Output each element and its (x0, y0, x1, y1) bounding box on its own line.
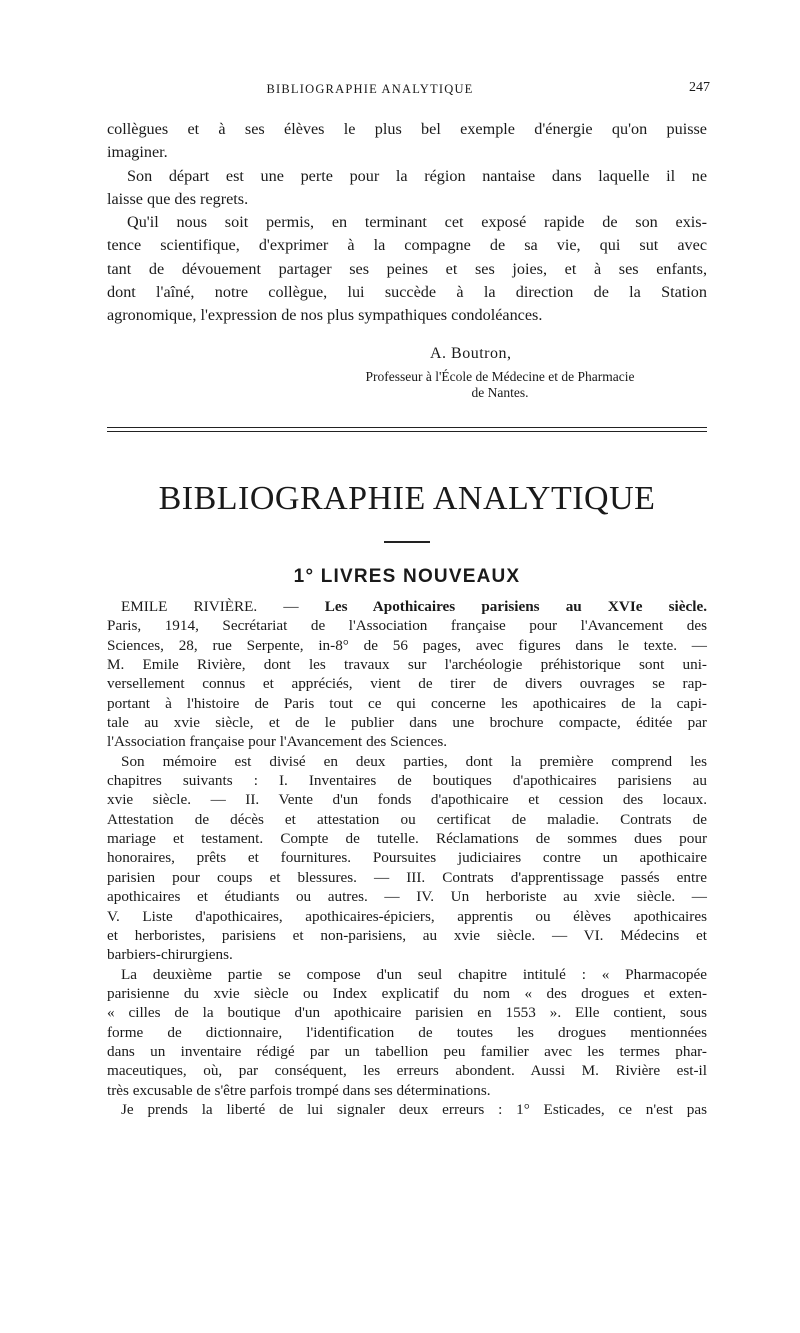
text-line: M. Emile Rivière, dont les travaux sur l'archéologie préhistorique sont uni- (107, 656, 707, 674)
running-title: BIBLIOGRAPHIE ANALYTIQUE (266, 82, 474, 96)
text-line: dans un inventaire rédigé par un tabellion peu familier avec les termes phar- (107, 1042, 707, 1060)
text-line: apothicaires et étudiants ou autres. — IV. Un herboriste au xvie siècle. — (107, 888, 707, 906)
text-line: Je prends la liberté de lui signaler deux erreurs : 1° Esticades, ce n'est pas (121, 1100, 707, 1118)
review-heading-line (107, 597, 707, 616)
text-line: très excusable de s'être parfois trompé dans ses déterminations. (107, 1081, 491, 1099)
text-line: chapitres suivants : I. Inventaires de boutiques d'apothicaires parisiens au (107, 772, 707, 790)
text-line: forme de dictionnaire, l'identification de toutes les drogues mentionnées (107, 1023, 707, 1041)
signature-role-line: de Nantes. (471, 385, 529, 400)
text-line: Qu'il nous soit permis, en terminant cet exposé rapide de son exis- (127, 213, 707, 232)
book-title: Les Apothicaires parisiens au XVIe siècle. (324, 598, 707, 615)
text-line: honoraires, prêts et fournitures. Poursuites judiciaires contre un apothicaire (107, 849, 707, 867)
text-line: tant de dévouement partager ses peines et ses joies, et à ses enfants, (107, 259, 707, 278)
review-text (107, 597, 707, 1119)
signature-role-line: Professeur à l'École de Médecine et de Pharmacie (365, 369, 635, 384)
title-underline (384, 541, 430, 543)
text-line: tence scientifique, d'exprimer à la compagne de sa vie, qui sut avec (107, 236, 707, 255)
text-line: tale au xvie siècle, et de le publier dans une brochure compacte, éditée par (107, 714, 707, 732)
text-line: mariage et testament. Compte de tutelle. Réclamations de sommes dues pour (107, 830, 707, 848)
text-line: dont l'aîné, notre collègue, lui succède à la direction de la Station (107, 283, 707, 302)
text-line: « cilles de la boutique d'un apothicaire parisien en 1553 ». Elle contient, sous (107, 1004, 707, 1022)
text-line: Paris, 1914, Secrétariat de l'Association française pour l'Avancement des (107, 617, 707, 635)
text-line: imaginer. (107, 143, 168, 162)
text-line: Attestation de décès et attestation ou certificat de maladie. Contrats de (107, 810, 707, 828)
text-line: xvie siècle. — II. Vente d'un fonds d'apothicaire et cession des locaux. (107, 791, 707, 809)
text-line: Son départ est une perte pour la région nantaise dans laquelle il ne (127, 166, 707, 185)
review-author: EMILE RIVIÈRE. — (121, 598, 325, 615)
text-line: V. Liste d'apothicaires, apothicaires-épiciers, apprentis ou élèves apothicaires (107, 907, 707, 925)
text-line: parisienne du xvie siècle ou Index explicatif du nom « des drogues et exten- (107, 984, 707, 1002)
text-line: collègues et à ses élèves le plus bel exemple d'énergie qu'on puisse (107, 120, 707, 138)
text-line: Son mémoire est divisé en deux parties, dont la première comprend les (121, 752, 707, 770)
text-line: La deuxième partie se compose d'un seul chapitre intitulé : « Pharmacopée (121, 965, 707, 983)
signature-role (290, 369, 710, 401)
section-title: 1° LIVRES NOUVEAUX (293, 566, 521, 587)
running-header (110, 80, 710, 102)
text-line: portant à l'histoire de Paris tout ce qui concerne les apothicaires de la capi- (107, 694, 707, 712)
signature-author: A. Boutron, (430, 345, 512, 362)
text-line: et herboristes, parisiens et non-parisiens, au xvie siècle. — VI. Médecins et (107, 926, 707, 944)
text-line: maceutiques, où, par conséquent, les erreurs abondent. Aussi M. Rivière est-il (107, 1062, 707, 1080)
divider-rule (107, 431, 707, 432)
obituary-text (107, 118, 707, 328)
text-line: versellement connus et appréciés, vient de tirer de divers ouvrages se rap- (107, 675, 707, 693)
text-line: barbiers-chirurgiens. (107, 946, 233, 964)
text-line: laisse que des regrets. (107, 189, 249, 208)
divider-rule (107, 427, 707, 428)
text-line: Sciences, 28, rue Serpente, in-8° de 56 pages, avec figures dans le texte. — (107, 636, 707, 654)
text-line: parisien pour coups et blessures. — III. Contrats d'apprentissage passés entre (107, 868, 707, 886)
text-line: agronomique, l'expression de nos plus sympathiques condoléances. (107, 306, 543, 325)
main-title: BIBLIOGRAPHIE ANALYTIQUE (158, 480, 656, 517)
page-number: 247 (689, 80, 710, 95)
text-line: l'Association française pour l'Avancement des Sciences. (107, 733, 448, 751)
